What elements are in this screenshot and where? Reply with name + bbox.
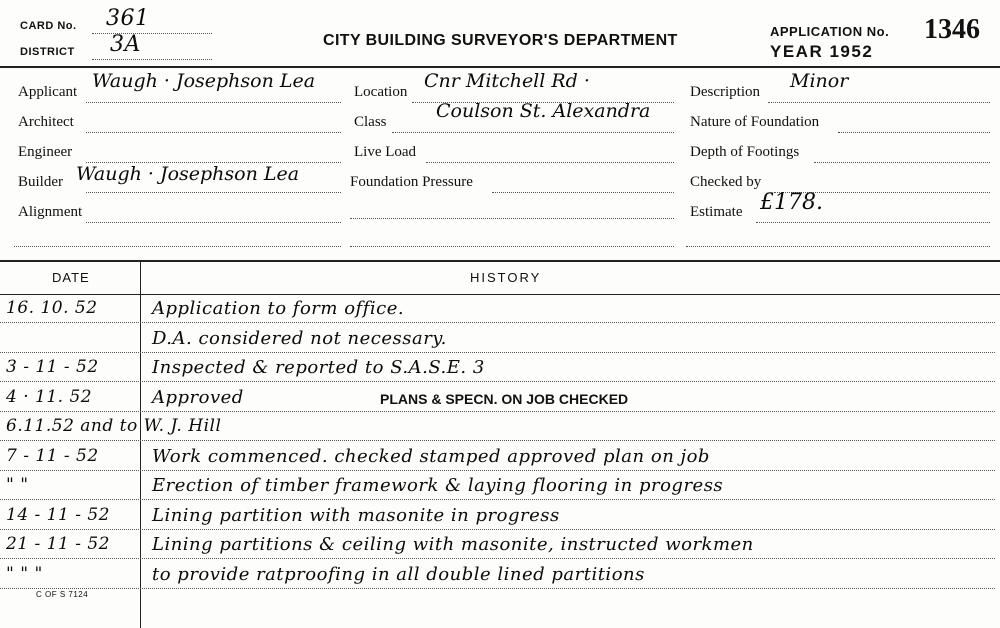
history-row-date: 21 - 11 - 52 <box>6 534 110 554</box>
builder-label: Builder <box>18 174 63 190</box>
history-row-text: Erection of timber framework & laying flooring in progress <box>152 475 724 496</box>
history-row-text: Lining partition with masonite in progress <box>152 504 560 526</box>
location-label: Location <box>354 84 408 100</box>
depth-of-footings-label: Depth of Footings <box>690 144 800 160</box>
checked-by-label: Checked by <box>690 174 762 190</box>
class-value: Coulson St. Alexandra <box>436 100 651 122</box>
history-row-rule <box>0 381 995 382</box>
alignment-label: Alignment <box>18 204 83 220</box>
year-label: YEAR 1952 <box>770 42 874 61</box>
engineer-label: Engineer <box>18 144 73 160</box>
estimate-label: Estimate <box>690 204 743 220</box>
history-row-rule <box>0 470 995 471</box>
history-row-rule <box>0 440 995 441</box>
live-load-label: Live Load <box>354 144 417 160</box>
builder-value: Waugh · Josephson Lea <box>76 163 300 185</box>
applicant-value: Waugh · Josephson Lea <box>92 70 316 92</box>
history-row-date: 4 · 11. 52 <box>6 386 93 407</box>
history-row-text: to provide ratproofing in all double lined partitions <box>152 563 645 585</box>
district-value: 3A <box>110 32 141 57</box>
department-title: CITY BUILDING SURVEYOR'S DEPARTMENT <box>323 32 678 49</box>
history-row-text: Work commenced. checked stamped approved plan on job <box>152 445 710 467</box>
card-no-value: 361 <box>106 6 150 31</box>
history-row-text: Lining partitions & ceiling with masonite, instructed workmen <box>152 534 754 555</box>
district-label: DISTRICT <box>20 46 75 58</box>
history-row-date: 3 - 11 - 52 <box>6 357 99 377</box>
history-row-typed-note: PLANS & SPECN. ON JOB CHECKED <box>380 390 629 407</box>
history-row-rule <box>0 322 995 323</box>
card-no-label: CARD No. <box>20 20 77 32</box>
form-code: C OF S 7124 <box>36 590 89 599</box>
history-row-rule <box>0 352 995 353</box>
history-row-rule <box>0 499 995 500</box>
history-row-text: D.A. considered not necessary. <box>152 327 447 349</box>
history-row-text: Inspected & reported to S.A.S.E. 3 <box>152 357 485 378</box>
architect-label: Architect <box>18 114 74 130</box>
history-row-date: 6.11.52 and to W. J. Hill <box>6 416 222 436</box>
class-label: Class <box>354 114 387 130</box>
history-row-date: " " " <box>6 563 43 584</box>
history-column-header: HISTORY <box>470 270 542 285</box>
history-row-rule <box>0 588 995 589</box>
history-row-text: Approved <box>152 386 244 408</box>
application-no-label: APPLICATION No. <box>770 24 890 39</box>
history-row-rule <box>0 411 995 412</box>
description-value: Minor <box>790 70 849 92</box>
history-row-rule <box>0 529 995 530</box>
description-label: Description <box>690 84 760 100</box>
history-row-text: Application to form office. <box>152 298 405 319</box>
applicant-label: Applicant <box>18 84 78 100</box>
estimate-value: £178. <box>760 190 823 215</box>
history-row-date: 16. 10. 52 <box>6 298 98 318</box>
nature-of-foundation-label: Nature of Foundation <box>690 114 820 130</box>
application-no-value: 1346 <box>924 14 980 45</box>
location-value: Cnr Mitchell Rd · <box>424 70 590 92</box>
history-row-date: 14 - 11 - 52 <box>6 504 110 525</box>
history-row-date: " " <box>6 475 29 495</box>
date-column-header: DATE <box>52 270 90 285</box>
history-row-rule <box>0 558 995 559</box>
foundation-pressure-label: Foundation Pressure <box>350 174 473 190</box>
history-row-date: 7 - 11 - 52 <box>6 445 99 466</box>
